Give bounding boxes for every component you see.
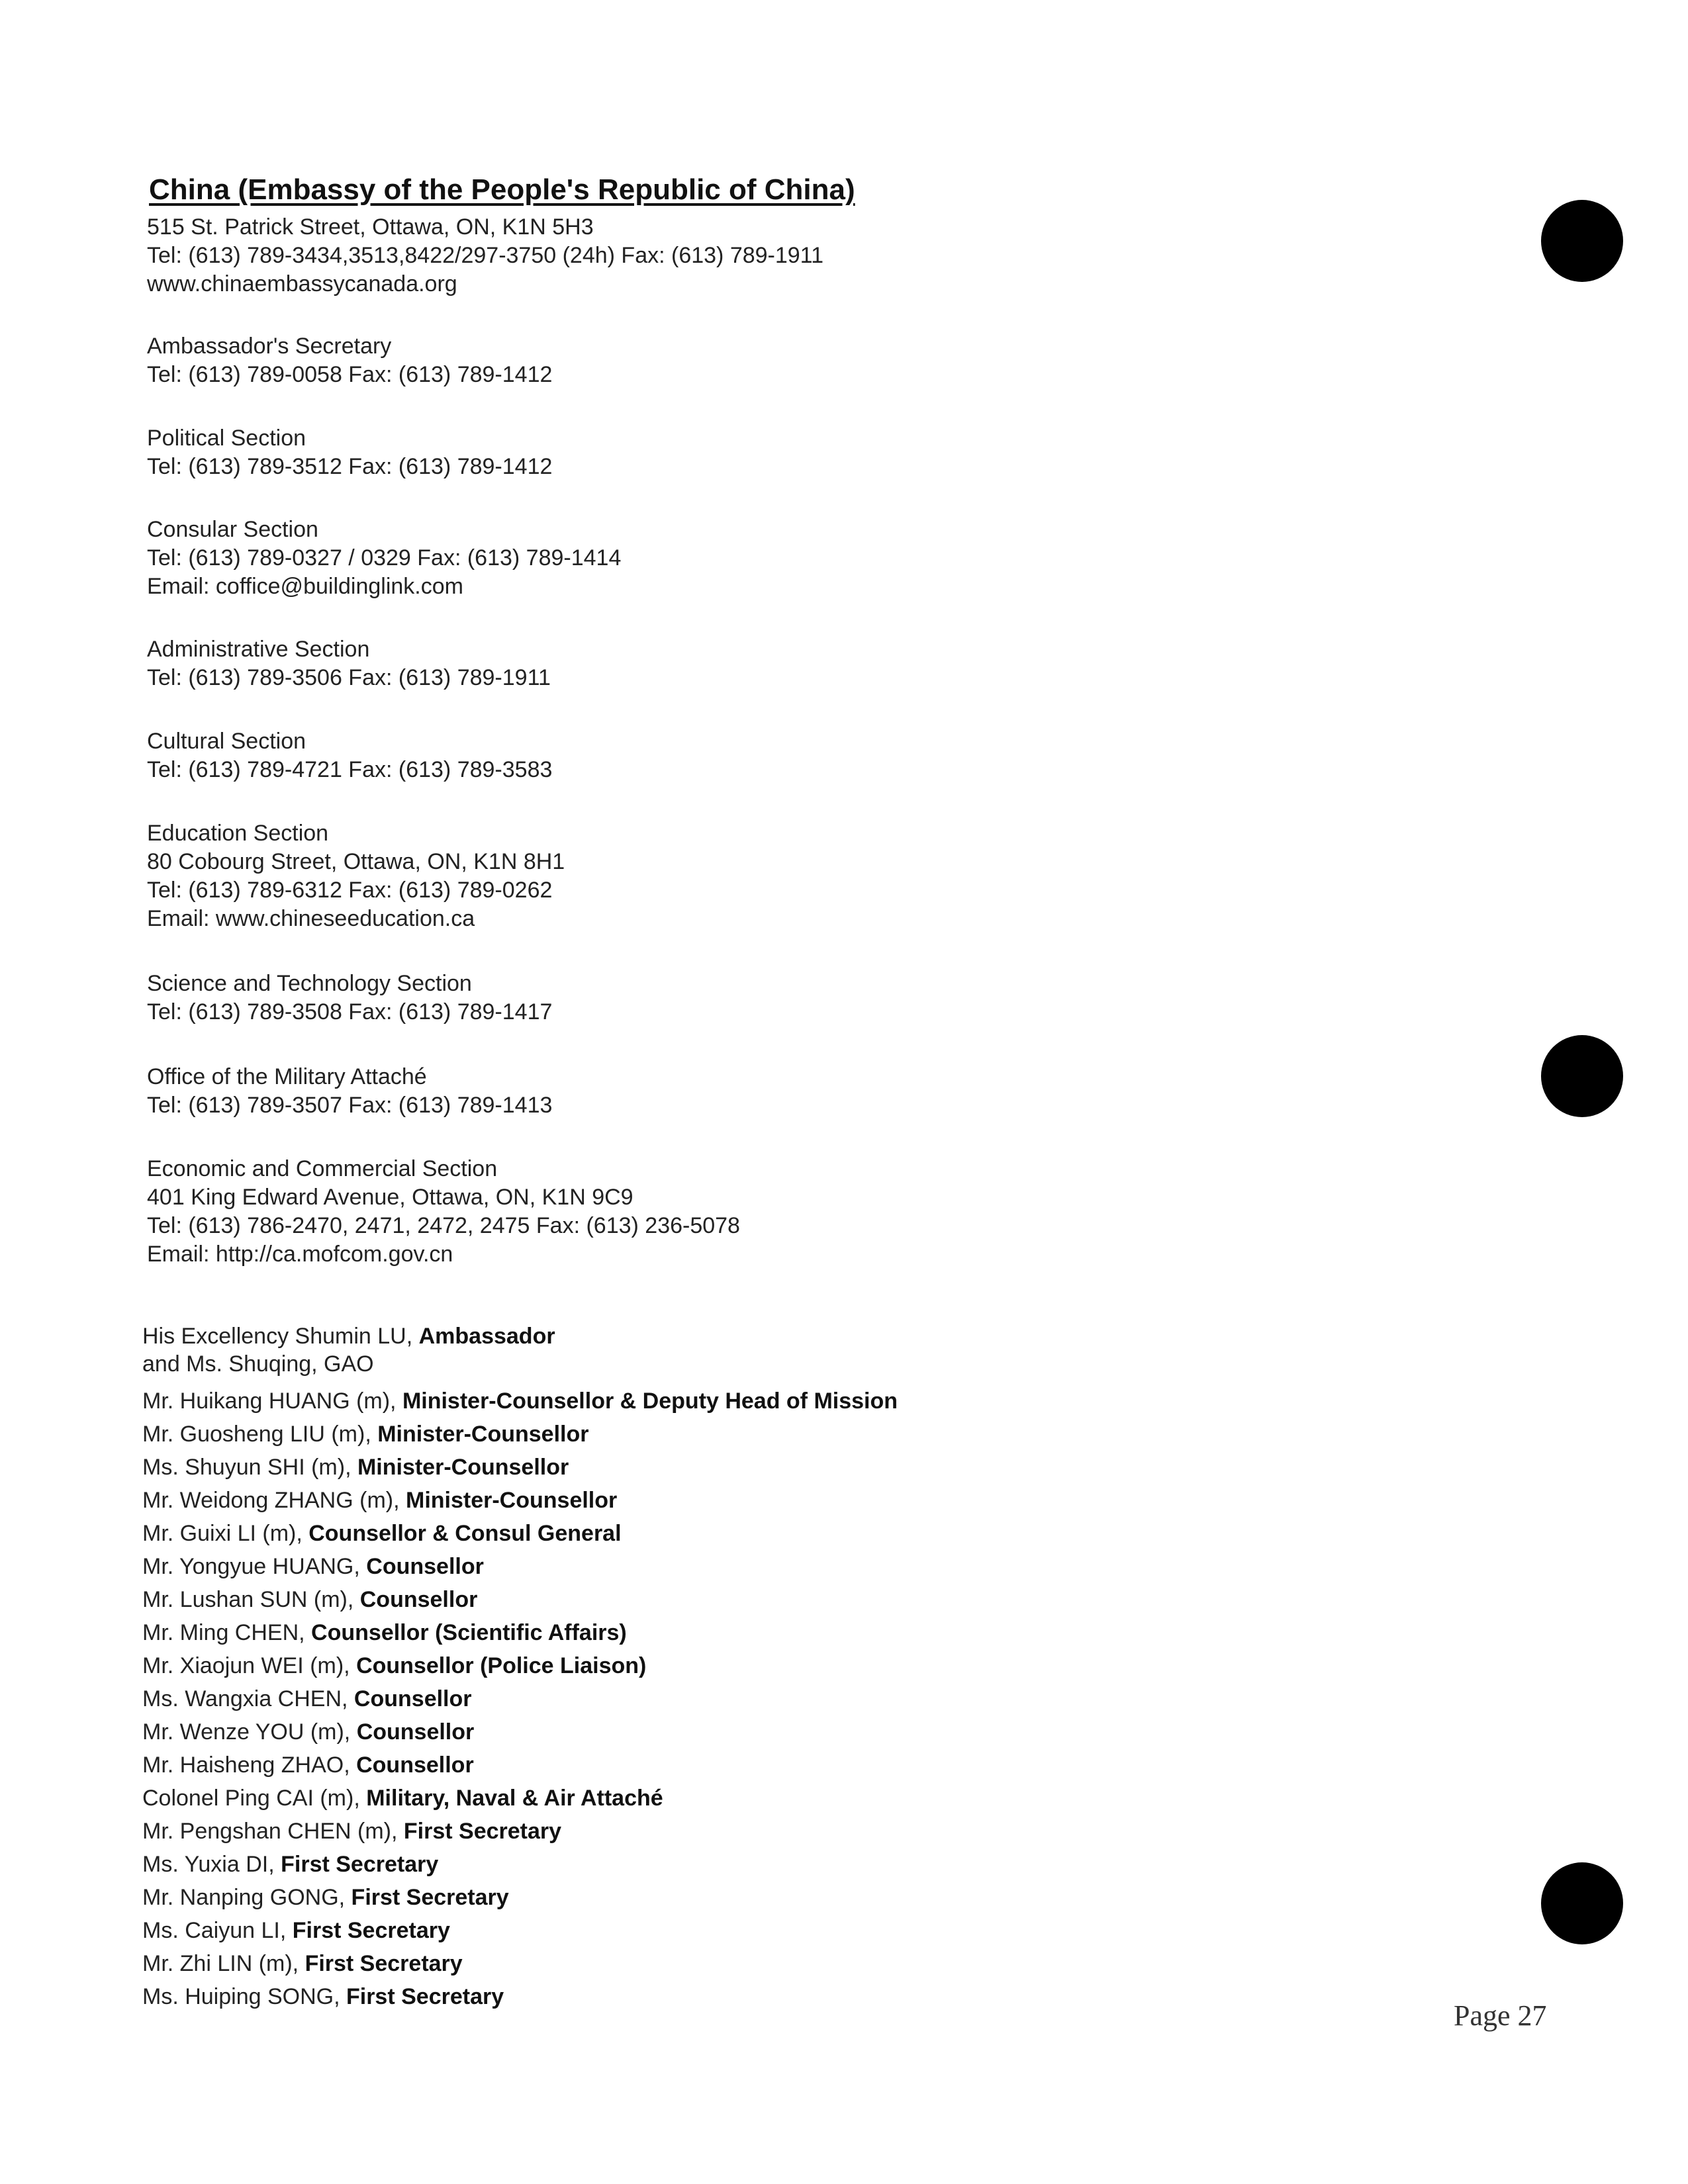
- staff-role: Counsellor (Police Liaison): [356, 1653, 647, 1678]
- staff-entry: [142, 1586, 477, 1614]
- section-heading: Cultural Section: [147, 729, 306, 754]
- staff-name: Mr. Nanping GONG,: [142, 1885, 352, 1910]
- section-line: Email: www.chineseeducation.ca: [147, 906, 475, 931]
- staff-entry: [142, 1983, 504, 2011]
- section-heading: Consular Section: [147, 517, 318, 542]
- staff-entry: [142, 1553, 484, 1580]
- page-number: Page 27: [1454, 1999, 1547, 2032]
- section-heading: Economic and Commercial Section: [147, 1156, 498, 1181]
- staff-role: Military, Naval & Air Attaché: [366, 1786, 663, 1811]
- staff-name: Mr. Ming CHEN,: [142, 1620, 312, 1645]
- staff-name: Mr. Xiaojun WEI (m),: [142, 1653, 357, 1678]
- section-line: Tel: (613) 789-6312 Fax: (613) 789-0262: [147, 878, 553, 903]
- staff-name: His Excellency Shumin LU,: [142, 1324, 419, 1349]
- staff-entry: [142, 1884, 509, 1911]
- staff-role: First Secretary: [346, 1984, 504, 2009]
- staff-entry: [142, 1486, 617, 1514]
- staff-entry: [142, 1652, 646, 1680]
- staff-role: Counsellor: [356, 1752, 474, 1778]
- staff-role: Minister-Counsellor: [377, 1422, 589, 1447]
- staff-role: Counsellor: [366, 1554, 484, 1579]
- punch-hole-icon: [1541, 1035, 1623, 1117]
- staff-entry: [142, 1387, 898, 1415]
- section-heading: Science and Technology Section: [147, 971, 472, 996]
- staff-entry: [142, 1685, 472, 1713]
- section-line: Tel: (613) 789-3512 Fax: (613) 789-1412: [147, 454, 553, 479]
- staff-entry: [142, 1350, 374, 1378]
- staff-name: Mr. Huikang HUANG (m),: [142, 1388, 402, 1414]
- staff-name: Ms. Huiping SONG,: [142, 1984, 346, 2009]
- staff-name: Mr. Pengshan CHEN (m),: [142, 1819, 404, 1844]
- staff-entry: [142, 1950, 463, 1978]
- staff-entry: [142, 1817, 561, 1845]
- section-line: Tel: (613) 786-2470, 2471, 2472, 2475 Fax: (613) 236-5078: [147, 1213, 740, 1238]
- section-heading: Ambassador's Secretary: [147, 334, 392, 359]
- staff-entry: [142, 1453, 569, 1481]
- staff-role: Minister-Counsellor: [406, 1488, 618, 1513]
- staff-name: Mr. Haisheng ZHAO,: [142, 1752, 357, 1778]
- punch-hole-icon: [1541, 1862, 1623, 1944]
- section-line: Tel: (613) 789-3508 Fax: (613) 789-1417: [147, 999, 553, 1024]
- section-heading: Political Section: [147, 426, 306, 451]
- staff-entry: [142, 1520, 622, 1547]
- address-line: 515 St. Patrick Street, Ottawa, ON, K1N 5H3: [147, 214, 594, 240]
- staff-entry: [142, 1784, 663, 1812]
- staff-name: Ms. Yuxia DI,: [142, 1852, 281, 1877]
- staff-name: Ms. Shuyun SHI (m),: [142, 1455, 357, 1480]
- staff-role: Counsellor: [353, 1686, 472, 1711]
- staff-entry: [142, 1322, 555, 1350]
- staff-entry: [142, 1718, 474, 1746]
- section-line: Tel: (613) 789-4721 Fax: (613) 789-3583: [147, 757, 553, 782]
- staff-name: Ms. Caiyun LI,: [142, 1918, 293, 1943]
- section-line: Email: http://ca.mofcom.gov.cn: [147, 1242, 453, 1267]
- section-heading: Office of the Military Attaché: [147, 1064, 427, 1089]
- staff-entry: [142, 1751, 474, 1779]
- staff-name: Mr. Yongyue HUANG,: [142, 1554, 367, 1579]
- staff-entry: [142, 1850, 438, 1878]
- staff-role: Counsellor: [359, 1587, 478, 1612]
- staff-role: First Secretary: [403, 1819, 562, 1844]
- staff-entry: [142, 1420, 588, 1448]
- staff-name: Colonel Ping CAI (m),: [142, 1786, 367, 1811]
- staff-name: Mr. Lushan SUN (m),: [142, 1587, 360, 1612]
- section-heading: Education Section: [147, 821, 329, 846]
- section-line: Email: coffice@buildinglink.com: [147, 574, 463, 599]
- section-line: Tel: (613) 789-0058 Fax: (613) 789-1412: [147, 362, 553, 387]
- staff-role: First Secretary: [281, 1852, 439, 1877]
- staff-name: Mr. Guixi LI (m),: [142, 1521, 309, 1546]
- staff-role: Counsellor (Scientific Affairs): [311, 1620, 627, 1645]
- staff-role: Minister-Counsellor: [357, 1455, 569, 1480]
- embassy-title: China (Embassy of the People's Republic of China): [149, 173, 855, 206]
- staff-name: Mr. Wenze YOU (m),: [142, 1719, 357, 1745]
- section-heading: Administrative Section: [147, 637, 370, 662]
- section-line: Tel: (613) 789-3507 Fax: (613) 789-1413: [147, 1093, 553, 1118]
- section-line: 80 Cobourg Street, Ottawa, ON, K1N 8H1: [147, 849, 565, 874]
- staff-entry: [142, 1619, 627, 1647]
- website-line: www.chinaembassycanada.org: [147, 271, 457, 296]
- phone-line: Tel: (613) 789-3434,3513,8422/297-3750 (24h) Fax: (613) 789-1911: [147, 243, 823, 268]
- staff-name: Ms. Wangxia CHEN,: [142, 1686, 354, 1711]
- staff-role: Counsellor & Consul General: [308, 1521, 622, 1546]
- section-line: Tel: (613) 789-3506 Fax: (613) 789-1911: [147, 665, 551, 690]
- staff-role: Counsellor: [356, 1719, 475, 1745]
- staff-role: First Secretary: [305, 1951, 463, 1976]
- staff-entry: [142, 1917, 450, 1944]
- staff-role: Ambassador: [418, 1324, 555, 1349]
- staff-name: Mr. Zhi LIN (m),: [142, 1951, 305, 1976]
- staff-role: Minister-Counsellor & Deputy Head of Mission: [402, 1388, 898, 1414]
- staff-name: Mr. Weidong ZHANG (m),: [142, 1488, 406, 1513]
- section-line: 401 King Edward Avenue, Ottawa, ON, K1N 9C9: [147, 1185, 633, 1210]
- staff-name: and Ms. Shuqing, GAO: [142, 1351, 374, 1377]
- staff-role: First Secretary: [351, 1885, 509, 1910]
- punch-hole-icon: [1541, 200, 1623, 282]
- staff-name: Mr. Guosheng LIU (m),: [142, 1422, 378, 1447]
- staff-role: First Secretary: [292, 1918, 450, 1943]
- section-line: Tel: (613) 789-0327 / 0329 Fax: (613) 789-1414: [147, 545, 622, 570]
